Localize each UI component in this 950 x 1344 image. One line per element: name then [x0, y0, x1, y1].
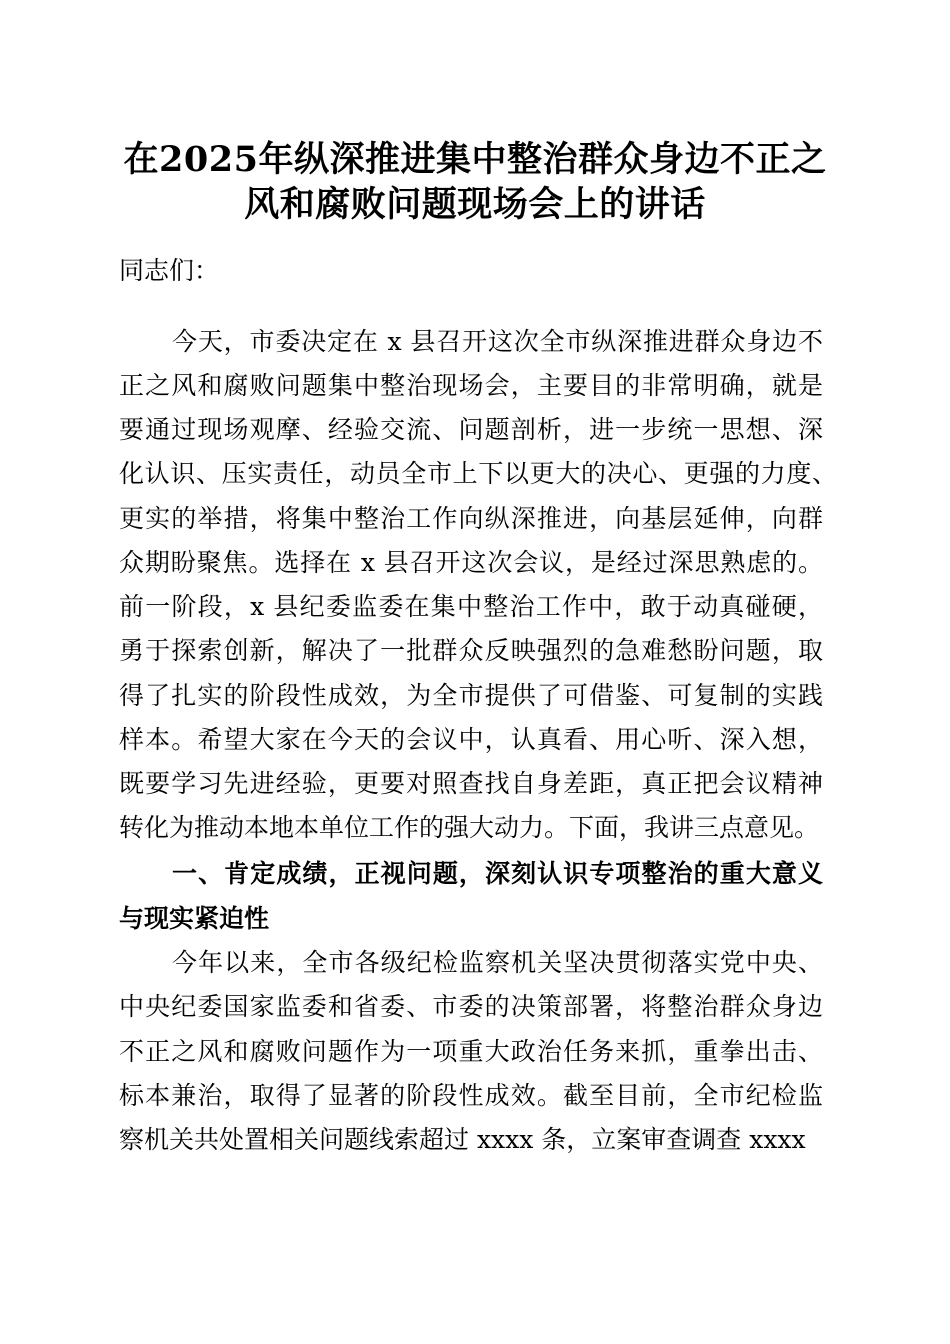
text-line: 既要学习先进经验，更要对照查找自身差距，真正把会议精神	[119, 769, 823, 798]
text-line: 察机关共处置相关问题线索超过 xxxx 条，立案审查调查 xxxx	[119, 1125, 806, 1154]
text-line: 正之风和腐败问题集中整治现场会，主要目的非常明确，就是	[119, 371, 823, 400]
text-line: 前一阶段，x 县纪委监委在集中整治工作中，敢于动真碰硬，	[119, 592, 823, 621]
document-title-line-1: 在2025年纵深推进集中整治群众身边不正之	[123, 139, 827, 180]
salutation: 同志们：	[119, 256, 220, 285]
text-line: 勇于探索创新，解决了一批群众反映强烈的急难愁盼问题，取	[119, 636, 823, 665]
heading-line: 一、肯定成绩，正视问题，深刻认识专项整治的重大意义	[172, 859, 823, 888]
text-line: 不正之风和腐败问题作为一项重大政治任务来抓，重拳出击、	[119, 1037, 823, 1066]
text-line: 标本兼治，取得了显著的阶段性成效。截至目前，全市纪检监	[119, 1081, 823, 1110]
heading-line: 与现实紧迫性	[119, 904, 270, 933]
text-line: 化认识、压实责任，动员全市上下以更大的决心、更强的力度、	[119, 459, 837, 488]
text-line: 得了扎实的阶段性成效，为全市提供了可借鉴、可复制的实践	[119, 681, 823, 710]
text-line: 众期盼聚焦。选择在 x 县召开这次会议，是经过深思熟虑的。	[119, 548, 823, 577]
text-line: 今年以来，全市各级纪检监察机关坚决贯彻落实党中央、	[172, 948, 823, 977]
text-line: 更实的举措，将集中整治工作向纵深推进，向基层延伸，向群	[119, 504, 823, 533]
text-line: 今天，市委决定在 x 县召开这次全市纵深推进群众身边不	[172, 327, 823, 356]
document-title-line-2: 风和腐败问题现场会上的讲话	[244, 184, 706, 225]
text-line: 样本。希望大家在今天的会议中，认真看、用心听、深入想，	[119, 725, 823, 754]
text-line: 转化为推动本地本单位工作的强大动力。下面，我讲三点意见。	[119, 813, 820, 842]
text-line: 中央纪委国家监委和省委、市委的决策部署，将整治群众身边	[119, 992, 823, 1021]
text-line: 要通过现场观摩、经验交流、问题剖析，进一步统一思想、深	[119, 415, 823, 444]
